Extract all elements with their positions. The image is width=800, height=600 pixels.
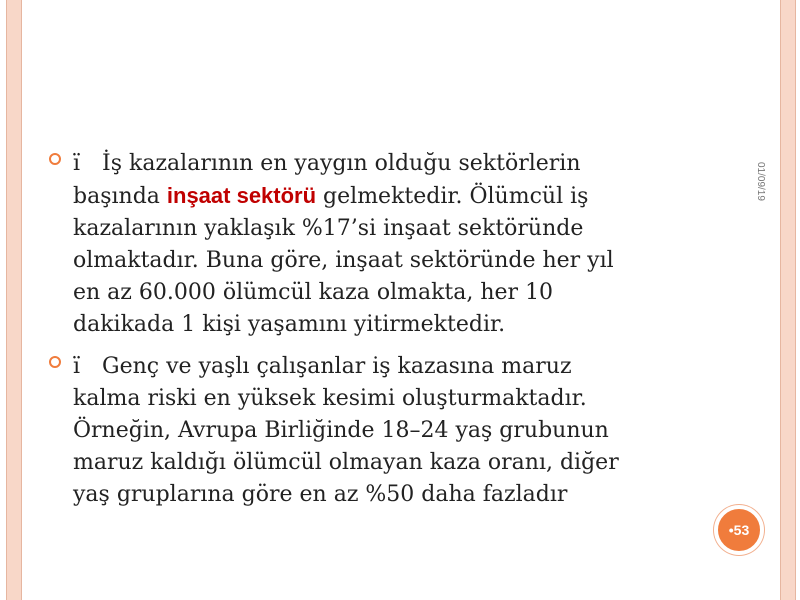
- bullet-prefix: ï: [73, 151, 81, 176]
- bullet-line: Örneğin, Avrupa Birliğinde 18–24 yaş grubunun: [73, 418, 609, 443]
- bullet-line: [73, 148, 689, 180]
- slide-date: 01/09/19: [755, 162, 766, 201]
- left-border-strip: [6, 0, 22, 600]
- bullet-line: maruz kaldığı ölümcül olmayan kaza oranı, diğer: [73, 450, 619, 475]
- highlighted-phrase: inşaat sektörü: [166, 183, 317, 208]
- ring-bullet-icon: [49, 356, 61, 368]
- bullet-line-text: Genç ve yaşlı çalışanlar iş kazasına maruz: [102, 354, 572, 379]
- bullet-line: [73, 351, 689, 383]
- right-border-strip: [780, 0, 796, 600]
- bullet-line-text: gelmektedir. Ölümcül iş: [316, 184, 589, 209]
- bullet-line: olmaktadır. Buna göre, inşaat sektöründe her yıl: [73, 248, 614, 273]
- bullet-prefix: ï: [73, 354, 81, 379]
- bullet-line: kalma riski en yüksek kesimi oluşturmaktadır.: [73, 386, 587, 411]
- page-number-badge: •53: [714, 505, 764, 555]
- bullet-line-text: başında: [73, 184, 167, 209]
- ring-bullet-icon: [49, 153, 61, 165]
- bullet-line: kazalarının yaklaşık %17’si inşaat sektöründe: [73, 216, 584, 241]
- bullet-line: dakikada 1 kişi yaşamını yitirmektedir.: [73, 312, 506, 337]
- bullet-line-text: İş kazalarının en yaygın olduğu sektörlerin: [102, 151, 581, 176]
- bullet-line: [73, 180, 689, 213]
- bullet-item-1: [49, 148, 689, 341]
- bullet-list: [49, 148, 689, 521]
- bullet-line: en az 60.000 ölümcül kaza olmakta, her 10: [73, 280, 554, 305]
- bullet-line: yaş gruplarına göre en az %50 daha fazladır: [73, 482, 568, 507]
- bullet-item-2: [49, 351, 689, 511]
